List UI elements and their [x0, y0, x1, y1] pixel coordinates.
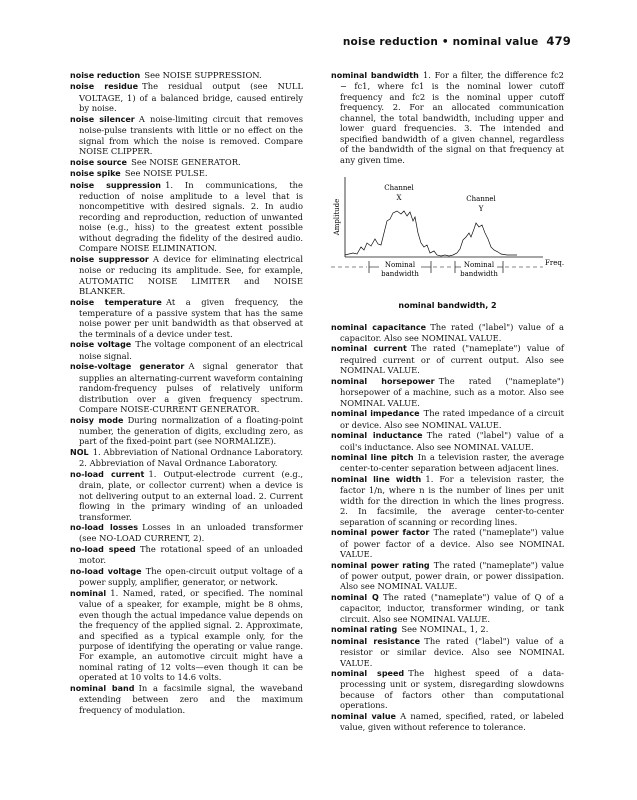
entry-definition: The rotational speed of an unloaded motor. — [79, 543, 303, 566]
entry-definition: A noise-limiting circuit that removes noise-pulse transients with little or no effect on the signal from which the noise is removed. Compare NOISE CLIPPER. — [79, 113, 303, 157]
dictionary-entry — [70, 588, 303, 683]
entry-definition: The rated ("nameplate") value of power factor of a device. Also see NOMINAL VALUE. — [340, 527, 564, 560]
entry-term: no-load losses — [70, 523, 138, 533]
channel-x-label-2: X — [396, 194, 402, 203]
dictionary-entry — [331, 527, 564, 559]
entry-definition: The rated ("label") value of a capacitor. Also see NOMINAL VALUE. — [340, 321, 564, 343]
entry-definition: The rated ("nameplate") value of power output, power drain, or power dissipation. Also see NOMINAL VALUE. — [340, 559, 564, 592]
dictionary-entry — [331, 452, 564, 474]
channel-y-label-2: Y — [478, 205, 484, 214]
entry-definition: 1. For a television raster, the factor 1/n, where n is the number of lines per unit width for the direction in which the lines progress. 2. In facsimile, the average center-to-center separation of scanning or recording lines. — [340, 473, 564, 527]
dictionary-entry — [70, 254, 303, 297]
dictionary-entry — [70, 566, 303, 588]
dictionary-entry — [331, 474, 564, 527]
entry-definition: Losses in an unloaded transformer (see NO-LOAD CURRENT, 2). — [79, 522, 304, 544]
entry-term: noise voltage — [70, 340, 132, 350]
dictionary-entry — [70, 447, 303, 469]
entry-definition: The residual output (see NULL VOLTAGE, 1) of a balanced bridge, caused entirely by noise. — [79, 81, 303, 114]
entry-term: noise temperature — [70, 297, 162, 307]
entry-term: nominal Q — [331, 592, 379, 602]
y-axis-label: Amplitude — [333, 198, 341, 236]
entry-term: noise residue — [70, 82, 138, 92]
dictionary-entry — [70, 180, 303, 254]
bandwidth-figure — [331, 173, 564, 299]
entry-definition: 1. For a filter, the difference fc2 − fc1, where fc1 is the nominal lower cutoff frequency and fc2 is the nominal upper cutoff frequency. 2. For an allocated communication channel, the total bandwidth, including upper and lower guard frequencies. 3. The intended and specified bandwidth of a given channel, regardless of the bandwidth of the signal on that frequency at any given time. — [340, 70, 564, 165]
channel-y-label-1: Channel — [466, 195, 496, 204]
entry-term: noisy mode — [70, 415, 124, 425]
entry-term: noise suppressor — [70, 254, 149, 264]
bw2-label-1: Nominal — [463, 261, 495, 270]
entry-definition: In a facsimile signal, the waveband extending between zero and the maximum frequency of modulation. — [79, 682, 303, 715]
entry-term: nominal line pitch — [331, 452, 414, 462]
entry-definition: At a given frequency, the temperature of a passive system that has the same noise power per unit bandwidth as that observed at the terminals of a device under test. — [79, 296, 303, 339]
entry-term: nominal impedance — [331, 409, 420, 419]
entry-term: nominal power rating — [331, 560, 430, 570]
entry-term: nominal capacitance — [331, 322, 427, 332]
entry-definition: A named, specified, rated, or labeled value, given without reference to tolerance. — [340, 710, 564, 733]
entry-term: noise reduction — [70, 71, 141, 80]
running-header — [343, 34, 571, 48]
dictionary-entry — [331, 70, 564, 165]
entry-term: nominal horsepower — [331, 376, 435, 386]
dictionary-entry — [331, 560, 564, 592]
dictionary-entry — [70, 544, 303, 566]
dictionary-entry — [331, 711, 564, 733]
entry-definition: The rated ("nameplate") value of required current or of current output. Also see NOMINAL VALUE. — [340, 343, 564, 376]
dictionary-entry — [70, 469, 303, 522]
dictionary-entry — [331, 592, 564, 624]
dictionary-entry — [70, 683, 303, 715]
entry-definition: 1. Named, rated, or specified. The nominal value of a speaker, for example, might be 8 ohms, even though the actual impedance value depends on the frequency of the applied signal. 2. Approximate, and specified as a typical example only, for the purpose of identifying the operating or value range. For example, an automotive circuit might have a nominal rating of 12 volts—even though it can be operated at 10 volts to 14.6 volts. — [79, 587, 303, 683]
entry-term: noise suppression — [70, 180, 161, 190]
entry-term: nominal power factor — [331, 528, 430, 538]
left-column — [70, 70, 303, 715]
signal-trace — [345, 211, 517, 256]
entry-definition: The open-circuit output voltage of a power supply, amplifier, generator, or network. — [79, 565, 303, 588]
entry-term: nominal speed — [331, 669, 405, 679]
entry-definition: During normalization of a floating-point number, the generation of digits, excluding zero, as part of the fixed-point part (see NORMALIZE). — [79, 414, 303, 447]
dictionary-entry — [70, 70, 303, 81]
dictionary-entry — [70, 361, 303, 414]
entry-term: NOL — [70, 447, 89, 457]
dictionary-entry — [331, 376, 564, 408]
right-column — [331, 70, 564, 733]
entry-term: noise-voltage generator — [70, 362, 185, 372]
dictionary-entry — [70, 157, 303, 168]
bw1-label-2: bandwidth — [381, 270, 419, 279]
figure-caption: nominal bandwidth, 2 — [398, 301, 497, 311]
entry-definition: The highest speed of a data-processing unit or system, disregarding slowdowns because of factors other than computational operations. — [340, 668, 564, 711]
entry-definition: See NOISE PULSE. — [124, 168, 208, 179]
entry-definition: The voltage component of an electrical noise signal. — [79, 339, 304, 361]
dictionary-entry — [70, 114, 303, 157]
channel-x-label-1: Channel — [384, 184, 414, 193]
entry-definition: In a television raster, the average center-to-center separation between adjacent lines. — [340, 451, 565, 474]
dictionary-entry — [331, 408, 564, 430]
entry-term: nominal line width — [331, 474, 422, 484]
dictionary-entry — [70, 522, 303, 544]
entry-term: noise silencer — [70, 114, 135, 124]
dictionary-entry — [70, 81, 303, 113]
entry-definition: The rated ("label") value of a resistor or similar device. Also see NOMINAL VALUE. — [340, 635, 564, 668]
entry-definition: 1. In communications, the reduction of noise amplitude to a level that is noncompetitive with desired signals. 2. In audio recording and reproduction, reduction of unwanted noise (e.g., hiss) to the greatest extent possible without degrading the fidelity of the desired audio. Compare NOISE ELIMINATION. — [79, 179, 303, 254]
bw1-label-1: Nominal — [384, 261, 416, 270]
entry-term: nominal value — [331, 711, 396, 721]
entry-term: noise source — [70, 157, 127, 167]
entry-definition: A device for eliminating electrical noise or reducing its amplitude. See, for example, AUTOMATIC NOISE LIMITER and NOISE BLANKER. — [79, 253, 303, 297]
entry-term: nominal band — [70, 683, 135, 693]
entry-definition: A signal generator that supplies an alternating-current waveform containing random-frequency pulses of relatively uniform distribution over a given frequency spectrum. Compare NOISE-CURRENT GENERATOR. — [79, 361, 303, 415]
dictionary-entry — [331, 322, 564, 344]
entry-term: nominal bandwidth — [331, 71, 419, 80]
dictionary-entry — [331, 430, 564, 452]
entry-term: no-load current — [70, 469, 145, 479]
entry-definition: The rated ("nameplate") horsepower of a machine, such as a motor. Also see NOMINAL VALUE. — [340, 375, 565, 408]
entry-term: nominal resistance — [331, 636, 421, 646]
bandwidth-diagram — [331, 173, 564, 299]
entry-term: nominal rating — [331, 625, 398, 635]
x-axis-label: Freq. — [545, 259, 564, 268]
dictionary-entry — [331, 636, 564, 668]
bw2-label-2: bandwidth — [460, 270, 498, 279]
header-title: noise reduction • nominal value — [342, 36, 539, 48]
entry-term: no-load voltage — [70, 566, 142, 576]
dictionary-entry — [70, 415, 303, 447]
entry-term: nominal inductance — [331, 431, 423, 441]
entry-term: nominal — [70, 588, 107, 598]
entry-definition: 1. Output-electrode current (e.g., drain, plate, or collector current) when a device is not delivering output to an external load. 2. Current flowing in the primary winding of an unloaded transformer. — [79, 468, 303, 522]
entry-term: no-load speed — [70, 544, 136, 554]
entry-term: noise spike — [70, 169, 121, 179]
entry-definition: See NOISE GENERATOR. — [131, 156, 241, 167]
entry-definition: The rated ("nameplate") value of Q of a capacitor, inductor, transformer winding, or tank circuit. Also see NOMINAL VALUE. — [340, 591, 564, 624]
entry-definition: See NOMINAL, 1, 2. — [401, 624, 489, 635]
dictionary-entry — [70, 297, 303, 340]
dictionary-entry — [331, 624, 564, 635]
dictionary-entry — [331, 343, 564, 375]
dictionary-entry — [70, 339, 303, 361]
entry-term: nominal current — [331, 344, 407, 354]
page-number: 479 — [546, 34, 571, 48]
entry-definition: The rated ("label") value of a coil's inductance. Also see NOMINAL VALUE. — [340, 430, 565, 452]
entry-definition: The rated impedance of a circuit or device. Also see NOMINAL VALUE. — [340, 408, 564, 430]
dictionary-entry — [331, 668, 564, 711]
entry-definition: 1. Abbreviation of National Ordnance Laboratory. 2. Abbreviation of Naval Ordnance Laboratory. — [79, 446, 303, 469]
entry-definition: See NOISE SUPPRESSION. — [144, 70, 262, 80]
dictionary-entry — [70, 168, 303, 179]
